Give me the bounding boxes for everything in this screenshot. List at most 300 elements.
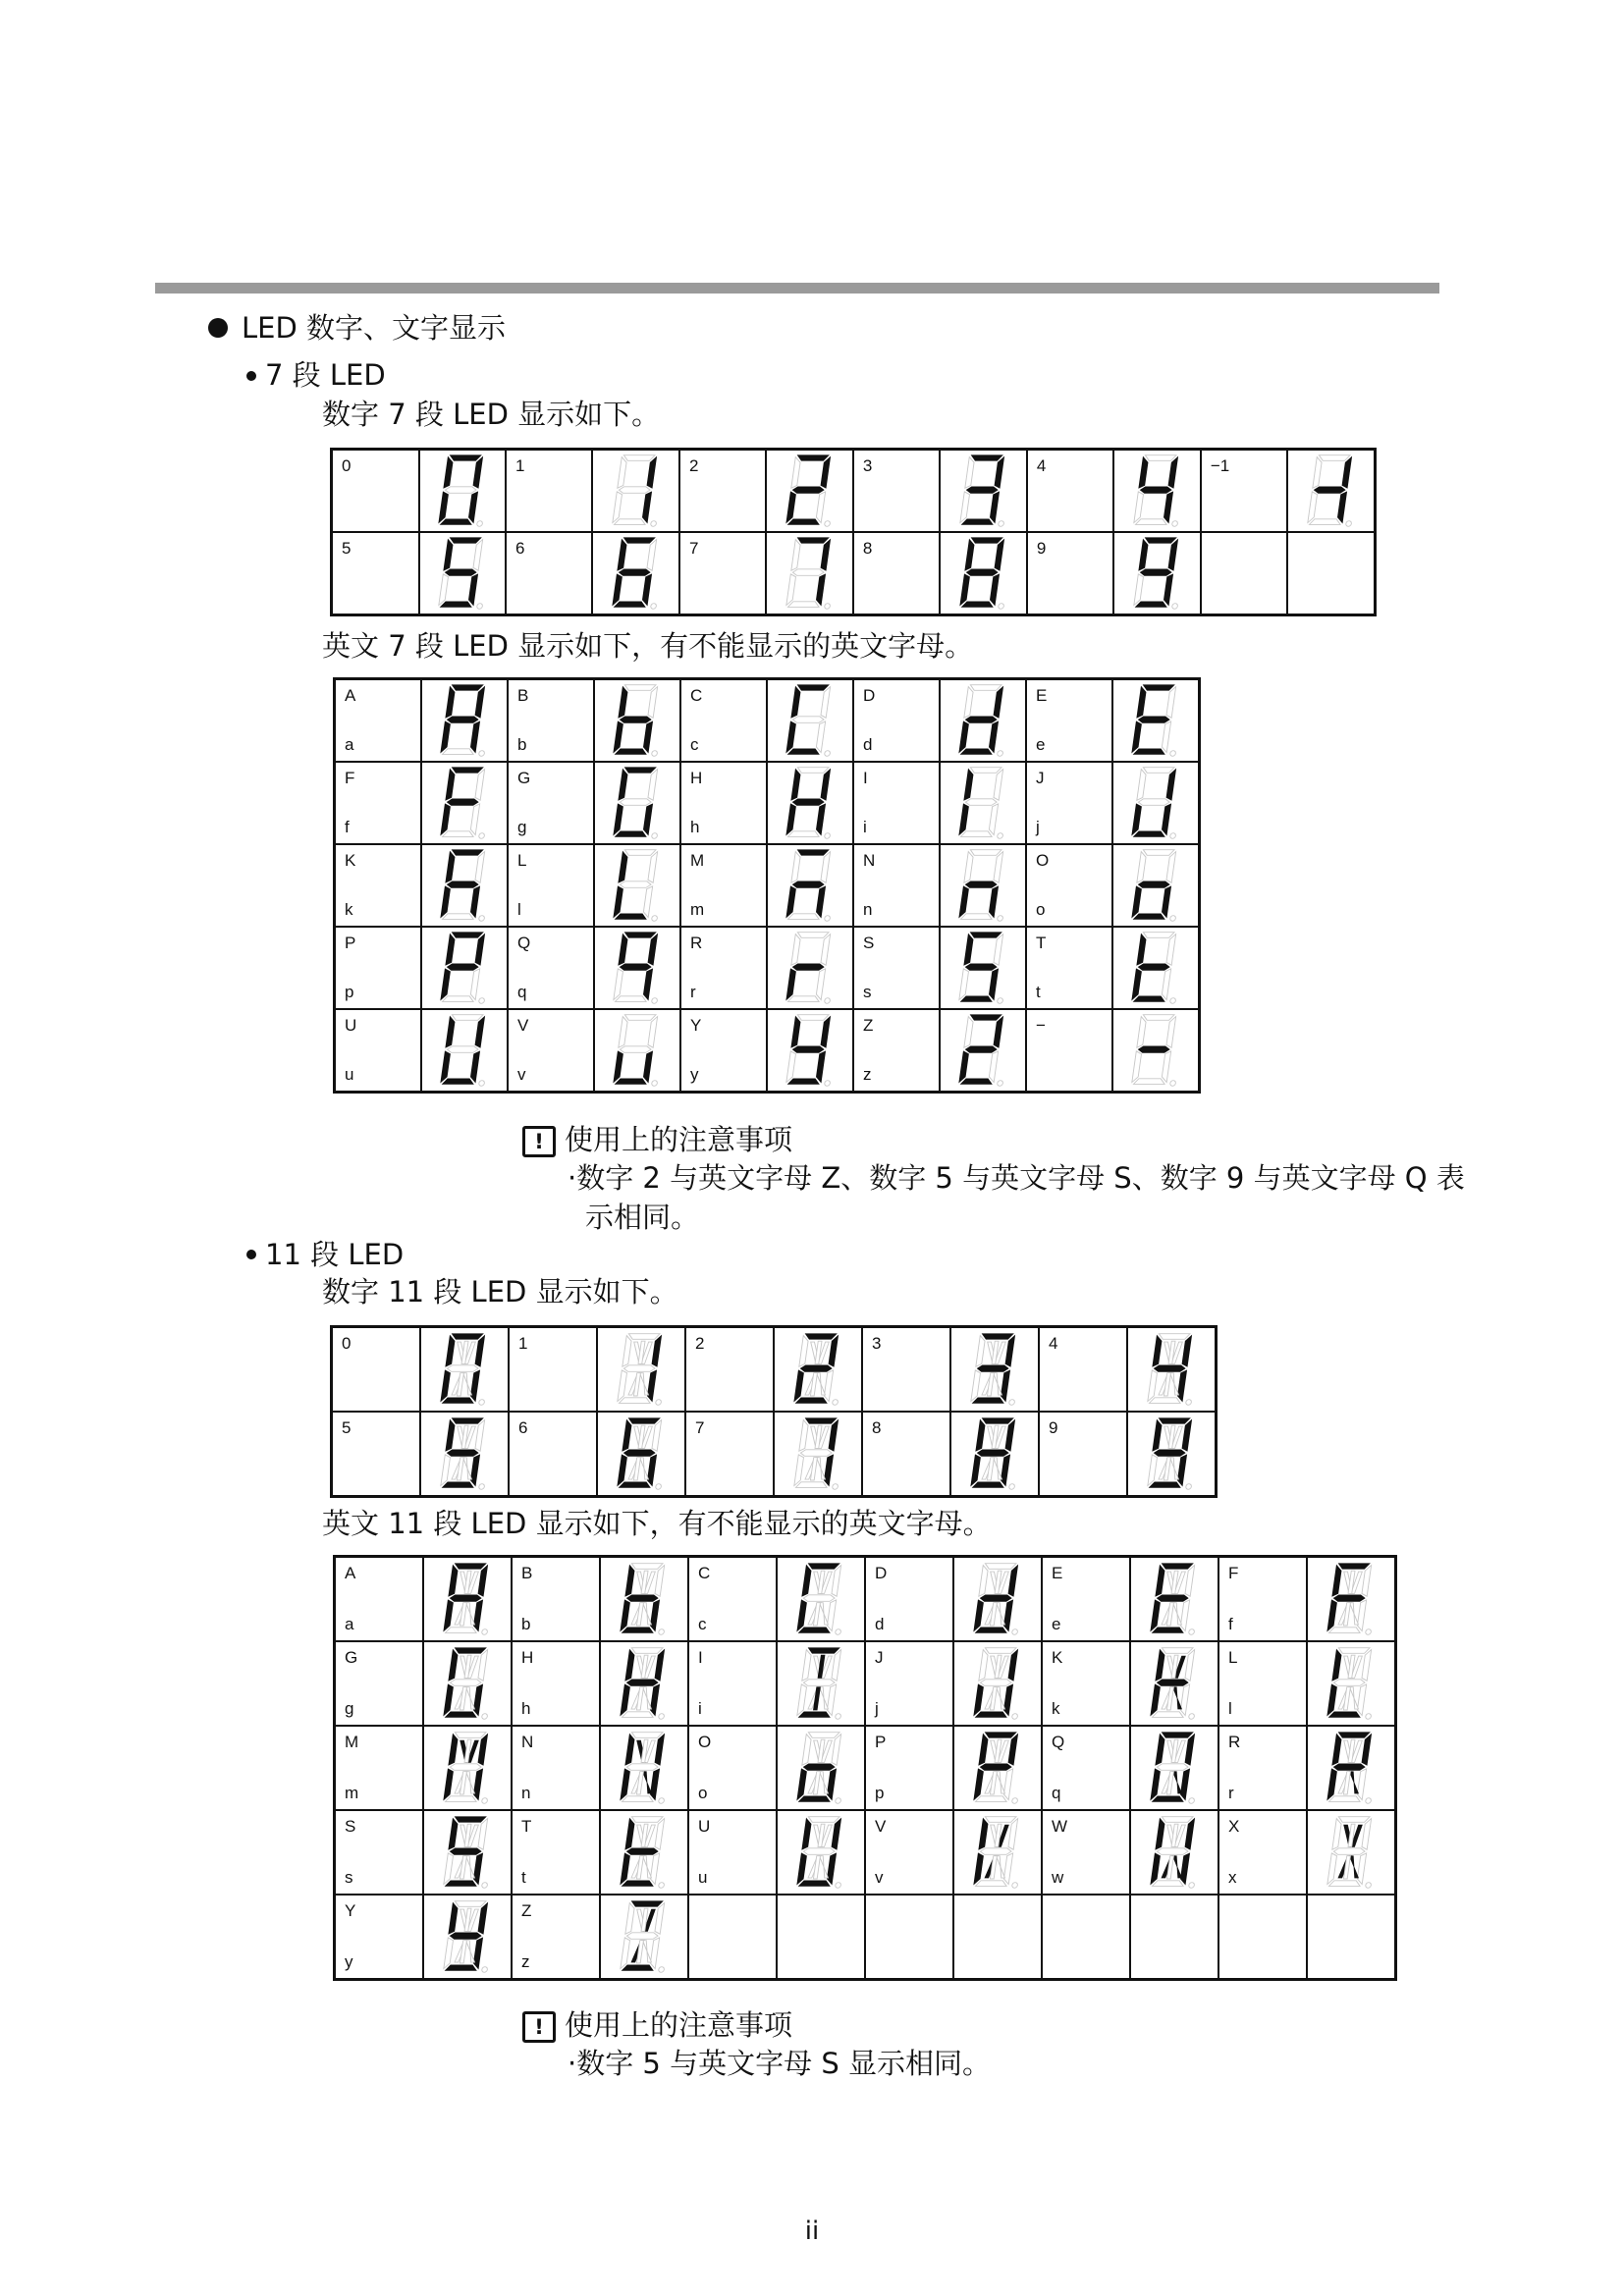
label-cell [1042,1895,1130,1980]
led-decimal-point [478,1484,484,1490]
label-cell [512,1810,600,1895]
led-segment-c [1162,886,1171,918]
label-cell [508,679,594,763]
led-decimal-point [997,1081,1002,1087]
led-segment-b [1362,1566,1372,1597]
led-segment-g [792,881,825,888]
led-glyph-icon [778,681,842,760]
led-segment-g [1157,1848,1189,1855]
label-upper: 7 [688,539,699,558]
label-lower: q [1052,1784,1061,1802]
display-cell [1112,762,1200,844]
label-cell [853,844,940,927]
label-upper: K [1052,1648,1063,1667]
led-decimal-point [1011,1629,1017,1635]
label-upper: S [863,934,875,952]
led-segment-a [808,1648,839,1654]
led-segment-c [1162,1051,1171,1083]
label-lower: o [1036,900,1046,919]
led-segment-b [821,852,831,883]
led-glyph-icon [432,681,497,760]
eleven-segment-letter-table [333,1555,1397,1981]
led-decimal-point [824,1081,830,1087]
led-glyph-icon [432,1011,497,1090]
label-upper: I [698,1648,703,1667]
led-segment-e [621,1600,630,1631]
led-segment-e [1151,1600,1161,1631]
display-cell [423,1557,512,1642]
label-lower: a [345,1615,354,1633]
led-segment-b [475,1017,485,1048]
led-segment-a [982,1418,1013,1424]
led-segment-e [974,1853,984,1885]
label-upper: Y [690,1016,702,1035]
led-segment-g [1157,1680,1189,1686]
led-segment-b [829,1420,839,1452]
led-segment-c [470,1051,480,1083]
led-segment-f [791,1017,801,1048]
label-upper: E [1052,1564,1063,1582]
led-glyph-icon [778,846,842,925]
led-decimal-point [1345,521,1351,527]
display-cell [766,450,852,533]
led-segment-d [960,749,992,755]
led-segment-a [805,1334,837,1340]
led-segment-g [623,1365,656,1372]
led-decimal-point [835,1629,840,1635]
led-segment-f [446,934,456,966]
led-segment-f [964,540,974,571]
display-cell [940,1009,1026,1093]
led-segment-b [1008,1650,1018,1682]
led-segment-a [1143,768,1174,774]
led-glyph-icon [1299,452,1364,530]
led-segment-d [622,1712,653,1718]
table-row [332,450,1376,533]
display-cell [1307,1641,1396,1726]
led-segment-a [985,1817,1016,1823]
label-upper: 8 [872,1418,882,1437]
led-decimal-point [651,751,657,757]
led-segment-c [816,886,826,918]
led-glyph-icon [604,534,669,613]
led-segment-d [798,1881,830,1887]
led-segment-c [816,1051,826,1083]
led-segment-a [1162,1648,1193,1654]
led-segment-c [1180,1600,1190,1631]
led-segment-d [615,914,646,920]
label-lower: l [517,900,521,919]
display-cell [419,450,506,533]
led-segment-f [449,1650,459,1682]
led-segment-d [787,519,819,525]
led-segment-d [622,1628,653,1633]
led-segment-a [985,1648,1016,1654]
eleven-bullet [246,1250,256,1259]
led-segment-b [652,1336,662,1367]
led-segment-b [655,1650,665,1682]
led-decimal-point [1169,998,1175,1004]
led-segment-g [1138,881,1170,888]
led-segment-a [624,933,656,938]
led-segment-e [971,1455,981,1486]
label-cell [508,1009,594,1093]
led-segment-e [786,886,796,918]
label-upper: O [698,1733,712,1751]
led-segment-f [1156,1819,1165,1850]
led-segment-d [787,914,819,920]
led-decimal-point [1011,1714,1017,1720]
led-glyph-icon [612,1560,677,1638]
led-segment-e [1133,492,1143,523]
seven-letters-caption: 英文 7 段 LED 显示如下，有不能显示的英文字母。 [322,629,974,663]
display-cell [767,844,853,927]
heading-bullet [208,318,228,338]
led-segment-g [980,1848,1012,1855]
led-segment-e [618,1455,627,1486]
display-cell [1112,844,1200,927]
led-segment-d [614,602,645,608]
led-segment-e [1327,1600,1337,1631]
label-cell [1201,450,1287,533]
led-segment-b [1166,687,1176,719]
label-upper: P [875,1733,887,1751]
led-segment-a [631,1564,663,1570]
led-segment-c [650,1600,660,1631]
led-segment-a [628,1334,660,1340]
label-upper: − [1036,1016,1046,1035]
led-segment-e [1151,1684,1161,1716]
led-glyph-icon [605,929,670,1007]
led-segment-b [1185,1819,1195,1850]
led-decimal-point [1188,1629,1194,1635]
label-upper: E [1036,686,1048,705]
led-segment-e [1132,1051,1142,1083]
led-segment-e [614,969,623,1000]
label-cell [685,1327,774,1413]
led-decimal-point [481,1629,487,1635]
led-segment-f [446,1017,456,1048]
led-segment-a [452,850,483,856]
led-glyph-icon [1139,1415,1204,1493]
display-cell [420,1327,509,1413]
label-cell [332,1327,421,1413]
label-lower: u [698,1868,708,1887]
led-segment-a [970,538,1001,544]
display-cell [1130,1641,1218,1726]
led-glyph-icon [1123,929,1188,1007]
display-cell [423,1810,512,1895]
led-segment-d [619,1398,650,1404]
led-glyph-icon [432,1415,497,1493]
led-segment-c [1162,969,1171,1000]
led-segment-d [961,602,993,608]
led-segment-g [792,799,825,806]
led-segment-c [1357,1853,1367,1885]
led-segment-g [619,569,651,576]
led-segment-g [1333,1764,1366,1771]
display-cell [1307,1895,1396,1980]
led-segment-e [959,1051,969,1083]
led-segment-a [808,1817,839,1823]
led-segment-f [979,1735,989,1766]
display-cell [423,1726,512,1810]
label-upper: 1 [518,1334,528,1353]
led-segment-c [1180,1853,1190,1885]
led-segment-e [1132,886,1142,918]
led-segment-e [786,492,796,523]
led-segment-a [1162,1817,1193,1823]
led-segment-d [787,602,819,608]
led-segment-b [646,457,656,489]
label-lower: m [690,900,705,919]
label-upper: 9 [1049,1418,1058,1437]
label-lower: a [345,735,354,754]
eleven-digits-caption: 数字 11 段 LED 显示如下。 [322,1275,678,1308]
label-lower: g [345,1699,354,1718]
label-cell [1042,1641,1130,1726]
label-cell [865,1557,953,1642]
led-segment-a [1143,1015,1174,1021]
label-lower: k [345,900,353,919]
led-segment-b [478,1903,488,1935]
led-segment-a [455,1564,486,1570]
led-segment-a [797,685,829,691]
label-lower: q [517,983,527,1001]
led-segment-d [619,1482,650,1488]
led-segment-g [965,1046,998,1053]
led-segment-e [959,969,969,1000]
led-segment-g [977,1450,1009,1457]
label-upper: B [521,1564,533,1582]
label-upper: J [1036,769,1045,787]
led-segment-c [989,492,999,523]
led-glyph-icon [1142,1813,1207,1892]
led-segment-b [1341,457,1351,489]
led-decimal-point [1169,751,1175,757]
led-glyph-icon [1139,1330,1204,1409]
label-cell [853,532,940,615]
led-segment-d [972,1482,1003,1488]
led-segment-e [1151,1769,1161,1800]
label-upper: P [345,934,356,952]
led-decimal-point [835,1714,840,1720]
display-cell [953,1557,1042,1642]
led-glyph-icon [605,764,670,842]
label-cell [509,1327,597,1413]
label-lower: s [863,983,872,1001]
led-segment-b [821,687,831,719]
led-segment-f [618,457,627,489]
label-lower: v [517,1065,526,1084]
led-segment-b [1166,1017,1176,1048]
led-segment-e [441,1370,451,1402]
label-cell [512,1895,600,1980]
led-segment-b [1166,852,1176,883]
led-segment-f [446,852,456,883]
led-segment-g [965,964,998,971]
led-glyph-icon [435,1560,500,1638]
led-segment-c [470,1370,480,1402]
led-segment-f [799,1420,809,1452]
led-segment-e [1148,1455,1158,1486]
led-segment-c [1180,1769,1190,1800]
label-cell [1218,1557,1307,1642]
label-cell [680,679,767,763]
led-decimal-point [655,1400,661,1406]
led-segment-d [787,1079,819,1085]
led-segment-a [1159,1334,1190,1340]
led-segment-b [472,540,482,571]
label-cell [1027,450,1113,533]
display-cell [594,1009,680,1093]
led-segment-a [1144,538,1175,544]
led-segment-c [1162,804,1171,835]
led-segment-a [805,1418,837,1424]
led-decimal-point [651,916,657,922]
led-segment-f [446,1336,456,1367]
led-segment-c [643,886,653,918]
label-upper: H [521,1648,534,1667]
led-segment-c [989,574,999,606]
label-cell [1026,762,1112,844]
led-segment-a [623,538,654,544]
led-segment-g [980,1595,1012,1602]
led-segment-g [1140,487,1172,494]
led-segment-g [800,1450,833,1457]
led-decimal-point [1011,1883,1017,1889]
led-segment-b [1167,457,1177,489]
led-segment-a [970,455,1001,461]
display-cell [1130,1557,1218,1642]
led-segment-g [626,1680,659,1686]
led-glyph-icon [1319,1729,1383,1807]
led-segment-d [972,1398,1003,1404]
led-segment-c [470,1455,480,1486]
led-segment-a [808,1564,839,1570]
led-segment-e [1308,492,1318,523]
label-cell [688,1557,777,1642]
label-upper: O [1036,851,1050,870]
led-segment-a [452,768,483,774]
led-segment-d [787,831,819,837]
led-segment-a [624,685,656,691]
display-cell [421,1009,508,1093]
led-segment-d [615,749,646,755]
led-segment-e [797,1853,807,1885]
led-segment-d [445,1965,476,1971]
led-segment-g [620,799,652,806]
led-glyph-icon [435,1897,500,1976]
led-segment-f [1137,687,1147,719]
led-segment-e [959,492,969,523]
led-decimal-point [1185,1484,1191,1490]
led-glyph-icon [788,1560,853,1638]
led-segment-d [445,1796,476,1802]
label-cell [335,762,422,844]
led-segment-g [450,1933,482,1940]
label-upper: 0 [342,1334,352,1353]
led-decimal-point [1188,1714,1194,1720]
led-glyph-icon [1142,1560,1207,1638]
label-cell [688,1726,777,1810]
label-upper: D [863,686,876,705]
led-decimal-point [478,1400,484,1406]
led-segment-d [442,914,473,920]
led-glyph-icon [778,452,842,530]
led-segment-d [1328,1881,1360,1887]
led-segment-c [641,574,651,606]
led-decimal-point [478,998,484,1004]
label-upper: M [690,851,705,870]
label-upper: 4 [1049,1334,1058,1353]
led-segment-b [1185,1566,1195,1597]
led-segment-a [1143,685,1174,691]
led-glyph-icon [950,681,1015,760]
display-cell [421,762,508,844]
led-decimal-point [824,833,830,839]
led-decimal-point [835,1798,840,1804]
led-segment-c [816,804,826,835]
display-cell [597,1412,685,1497]
led-segment-b [1166,770,1176,801]
label-lower: x [1228,1868,1237,1887]
label-cell [508,844,594,927]
label-upper: −1 [1210,456,1230,475]
display-cell [777,1726,865,1810]
led-segment-f [619,770,628,801]
led-segment-f [964,457,974,489]
led-segment-a [624,850,656,856]
label-lower: f [1228,1615,1233,1633]
led-glyph-icon [432,1330,497,1409]
label-upper: U [698,1817,711,1836]
led-segment-c [473,1853,483,1885]
led-segment-a [631,1901,663,1907]
led-segment-f [979,1650,989,1682]
led-segment-d [615,831,646,837]
led-segment-b [475,934,485,966]
led-segment-d [961,519,993,525]
label-upper: 5 [342,1418,352,1437]
label-lower: b [517,735,527,754]
led-segment-c [1003,1600,1013,1631]
led-segment-e [786,804,796,835]
label-lower: o [698,1784,708,1802]
led-segment-b [820,540,830,571]
led-segment-g [1157,1595,1189,1602]
led-decimal-point [998,604,1003,610]
led-glyph-icon [965,1560,1030,1638]
label-cell [853,762,940,844]
display-cell [597,1327,685,1413]
led-segment-d [795,1482,827,1488]
led-decimal-point [481,1798,487,1804]
led-segment-c [643,1051,653,1083]
led-segment-g [626,1764,659,1771]
led-glyph-icon [1123,846,1188,925]
led-glyph-icon [778,1011,842,1090]
display-cell [1112,679,1200,763]
led-segment-e [613,574,623,606]
led-segment-c [989,804,999,835]
label-upper: A [345,686,356,705]
led-glyph-icon [1123,1011,1188,1090]
led-segment-g [1314,487,1346,494]
led-segment-f [964,1017,974,1048]
label-cell [1039,1412,1127,1497]
label-lower: z [521,1952,530,1971]
